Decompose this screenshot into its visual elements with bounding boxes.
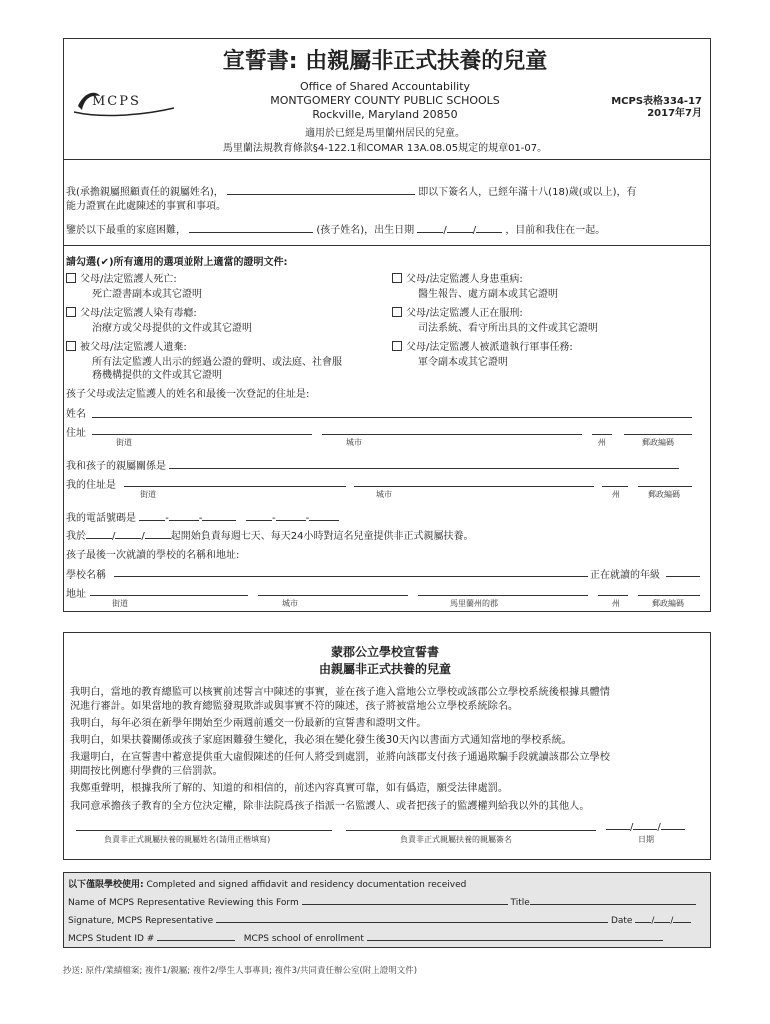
declaration-text-1a: 我(承擔親屬照顧責任的親屬姓名)， — [66, 187, 224, 198]
caption-city: 城市 — [376, 490, 392, 499]
my-address-label: 我的住址是 — [66, 480, 116, 491]
mcps-paragraph-2: 我明白，每年必須在新學年開始至少兩週前遞交一份最新的宣誓書和證明文件。 — [70, 718, 427, 729]
mcps-affidavit-subtitle: 由親屬非正式扶養的兒童 — [318, 662, 451, 676]
checks-intro: 請勾選(✔)所有適用的選項並附上適當的證明文件: — [66, 257, 288, 268]
enroll-school-label: MCPS school of enrollment — [243, 934, 364, 944]
sig-sign-caption: 負責非正式親屬扶養的親屬簽名 — [400, 835, 512, 844]
date-slash: / — [112, 531, 116, 542]
enroll-school-field[interactable] — [367, 932, 663, 941]
signature-label: Signature, MCPS Representative — [68, 916, 214, 926]
parent-name-label: 姓名 — [66, 409, 86, 420]
sig-month-field[interactable] — [606, 819, 630, 830]
form-title: 宣誓書: 由親屬非正式扶養的兒童 — [222, 49, 548, 74]
caption-zip: 郵政編碼 — [642, 438, 674, 447]
date-label: Date — [610, 916, 633, 926]
mcps-paragraph-5: 我鄭重聲明，根據我所了解的、知道的和相信的，前述內容真實可靠，如有僞造，願受法律處罰。 — [70, 783, 509, 794]
form-body-box — [63, 160, 711, 612]
check-label: 被父母/法定監護人遺棄: — [80, 342, 187, 353]
mcps-affidavit-title: 蒙郡公立學校宣誓書 — [330, 645, 439, 659]
school-use-label: 以下僅限學校使用: — [68, 880, 144, 890]
parent-heading: 孩子父母或法定監護人的姓名和最後一次登記的住址是: — [66, 389, 310, 400]
mcps-paragraph-4b: 期間按比例應付學費的三倍罰款。 — [70, 766, 223, 777]
check-sub-death: 死亡證書副本或其它證明 — [92, 289, 202, 300]
form-date: 2017年7月 — [647, 108, 702, 119]
since-label: 我於 — [66, 531, 86, 542]
caption-city: 城市 — [282, 599, 298, 608]
district-name: MONTGOMERY COUNTY PUBLIC SCHOOLS — [270, 94, 500, 107]
relative-signature-field[interactable] — [346, 830, 596, 831]
sig-day-field[interactable] — [633, 819, 657, 830]
caption-state: 州 — [598, 438, 606, 447]
check-label: 父母/法定監護人正在服刑: — [406, 308, 523, 319]
title-field[interactable] — [530, 896, 696, 905]
phone-separator: - — [271, 513, 276, 524]
caption-zip: 郵政編碼 — [652, 599, 684, 608]
sig-date-caption: 日期 — [638, 835, 654, 844]
applies-note: 適用於已經是馬里蘭州居民的兒童。 — [305, 128, 465, 139]
title-label: Title — [510, 898, 530, 908]
mcps-paragraph-1a: 我明白，當地的教育總監可以核實前述誓言中陳述的事實，並在孩子進入當地公立學校或該郡公立學校系統後根據具體情 — [70, 687, 610, 698]
school-use-row-2 — [68, 896, 696, 908]
date-slash: / — [630, 822, 634, 833]
date-slash: / — [670, 916, 674, 926]
rep-date-month[interactable] — [635, 914, 651, 923]
distribution-footer: 抄送: 原件/業績檔案; 複件1/親屬; 複件2/學生人事專員; 複件3/共同責任辦公室(附上證明文件) — [63, 966, 418, 976]
student-id-label: MCPS Student ID # — [68, 934, 155, 944]
form-number: MCPS表格334-17 — [611, 96, 702, 107]
sig-name-caption: 負責非正式親屬扶養的親屬姓名(請用正楷填寫) — [104, 835, 271, 844]
reviewer-field[interactable] — [302, 896, 508, 905]
check-sub-addiction: 治療方或父母提供的文件或其它證明 — [92, 323, 252, 334]
caption-county: 馬里蘭州的郡 — [450, 599, 498, 608]
school-use-received: Completed and signed affidavit and residency documentation received — [146, 880, 467, 890]
parent-address-label: 住址 — [66, 428, 86, 439]
school-heading: 孩子最後一次就讀的學校的名稱和地址: — [66, 550, 240, 561]
reviewer-label: Name of MCPS Representative Reviewing this Form — [68, 898, 299, 908]
declaration-text-1b: 即以下簽名人，已經年滿十八(18)歲(或以上)，有 — [418, 187, 637, 198]
phone-separator: - — [198, 513, 203, 524]
relative-printed-name-field[interactable] — [76, 830, 332, 831]
declaration-text-3a: 鑒於以下最重的家庭困難， — [66, 225, 186, 236]
declaration-text-3b: (孩子姓名)，出生日期 — [316, 225, 415, 236]
declaration-line-2: 能力證實在此處陳述的事實和事項。 — [66, 201, 226, 212]
rep-signature-field[interactable] — [216, 914, 608, 923]
caption-street: 街道 — [140, 490, 156, 499]
check-sub-incarcerated: 司法系統、看守所出具的文件或其它證明 — [418, 323, 598, 334]
school-use-row-1 — [68, 877, 466, 890]
check-label: 父母/法定監護人染有毒癮: — [80, 308, 197, 319]
mcps-paragraph-1b: 況進行審計。如果當地的教育總監發現欺詐或與事實不符的陳述，孩子將被當地公立學校系統除名。 — [70, 701, 519, 712]
date-slash: / — [141, 531, 145, 542]
check-sub-illness: 醫生報告、處方副本或其它證明 — [418, 289, 558, 300]
school-address-label: 地址 — [66, 589, 86, 600]
phone-separator: - — [165, 513, 169, 524]
check-sub-military: 軍令副本或其它證明 — [418, 357, 508, 368]
check-sub-abandoned-2: 務機構提供的文件或其它證明 — [92, 370, 222, 381]
declaration-text-3c: ，目前和我住在一起。 — [505, 225, 606, 236]
since-text: 起開始負責每週七天、每天24小時對這名兒童提供非正式親屬扶養。 — [170, 531, 474, 542]
date-slash: / — [443, 225, 447, 236]
caption-city: 城市 — [346, 438, 362, 447]
phone-separator: - — [305, 513, 310, 524]
date-slash: / — [657, 822, 661, 833]
sig-year-field[interactable] — [661, 819, 685, 830]
caption-state: 州 — [612, 599, 620, 608]
signature-date-row[interactable] — [606, 819, 685, 833]
caption-street: 街道 — [112, 599, 128, 608]
caption-state: 州 — [612, 490, 620, 499]
rep-date-year[interactable] — [673, 914, 691, 923]
date-slash: / — [651, 916, 655, 926]
relation-label: 我和孩子的親屬關係是 — [66, 461, 166, 472]
school-use-row-3 — [68, 914, 691, 926]
mcps-paragraph-4a: 我還明白，在宣誓書中蓄意提供重大虛假陳述的任何人將受到處罰，並將向該郡支付孩子通過欺騙手段就讀該郡公立學校 — [70, 752, 610, 763]
mcps-paragraph-3: 我明白，如果扶養關係或孩子家庭困難發生變化，我必須在變化發生後30天內以書面方式通知當地的學校系統。 — [70, 735, 572, 746]
caption-zip: 郵政編碼 — [648, 490, 680, 499]
check-sub-abandoned: 所有法定監護人出示的經過公證的聲明、或法庭、社會服 — [92, 357, 342, 368]
mcps-logo-text: MCPS — [92, 94, 141, 109]
school-use-row-4 — [68, 932, 663, 944]
rep-date-day[interactable] — [654, 914, 670, 923]
student-id-field[interactable] — [157, 932, 235, 941]
check-label: 父母/法定監護人死亡: — [80, 274, 177, 285]
caption-street: 街道 — [116, 438, 132, 447]
check-label: 父母/法定監護人被派遣執行軍事任務: — [406, 342, 573, 353]
grade-label: 正在就讀的年級 — [590, 570, 660, 581]
district-city: Rockville, Maryland 20850 — [312, 108, 458, 121]
check-label: 父母/法定監護人身患重病: — [406, 274, 523, 285]
school-name-label: 學校名稱 — [66, 570, 106, 581]
office-name: Office of Shared Accountability — [299, 80, 471, 93]
date-slash: / — [472, 225, 477, 236]
mcps-paragraph-6: 我同意承擔孩子教育的全方位決定權，除非法院爲孩子指派一名監護人、或者把孩子的監護權判給我以外的其他人。 — [70, 801, 590, 812]
phone-label: 我的電話號碼是 — [66, 513, 136, 524]
law-reference: 馬里蘭法規教育條款§4-122.1和COMAR 13A.08.05規定的規章01-07。 — [222, 143, 548, 154]
